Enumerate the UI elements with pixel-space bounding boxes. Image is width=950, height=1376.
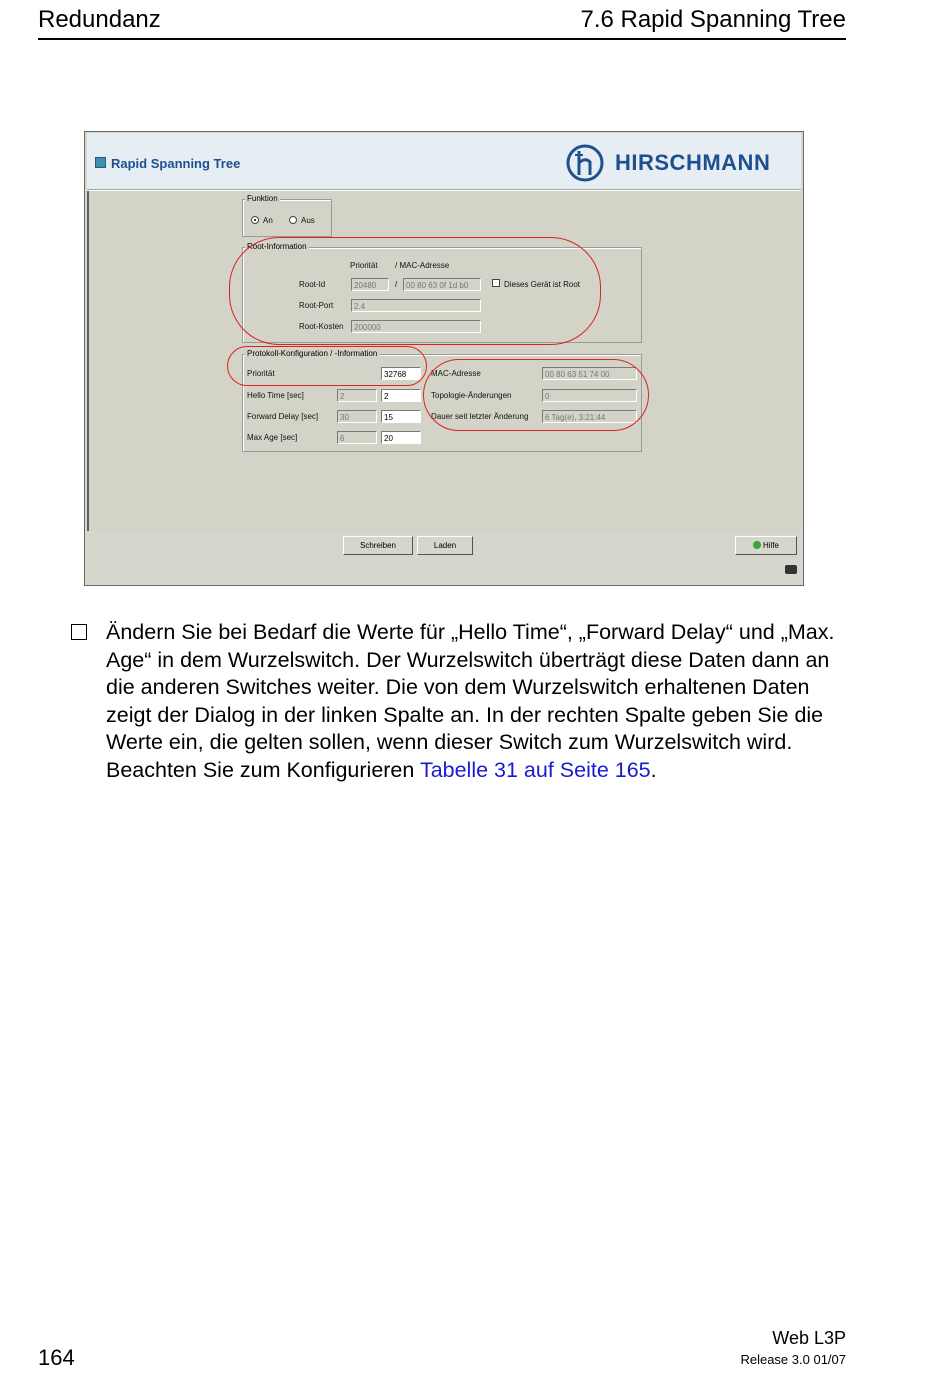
window-icon	[95, 157, 106, 168]
bullet-checkbox-icon	[71, 624, 87, 640]
brand-name: HIRSCHMANN	[615, 150, 771, 175]
root-cost-field[interactable]: 200000	[351, 320, 481, 333]
help-button-label: Hilfe	[762, 541, 779, 550]
maxage-root-field[interactable]: 6	[337, 431, 377, 444]
fwd-label: Forward Delay [sec]	[247, 412, 319, 421]
root-id-prio-field[interactable]: 20480	[351, 278, 389, 291]
radio-an-label: An	[263, 216, 273, 225]
root-port-label: Root-Port	[299, 301, 334, 310]
dauer-field[interactable]: 6 Tag(e), 3:21:44	[542, 410, 637, 423]
maxage-input[interactable]: 20	[381, 431, 421, 444]
product-name: Web L3P	[772, 1328, 846, 1348]
help-button[interactable]	[735, 536, 797, 555]
root-port-field[interactable]: 2.4	[351, 299, 481, 312]
dialog-header	[87, 133, 801, 190]
paragraph-end: .	[650, 757, 657, 782]
instruction-paragraph	[106, 619, 846, 784]
col-mac: / MAC-Adresse	[395, 261, 450, 270]
release-info: Release 3.0 01/07	[740, 1352, 846, 1367]
content-edge	[87, 191, 89, 531]
maxage-label: Max Age [sec]	[247, 433, 298, 442]
status-indicator-icon	[785, 565, 797, 574]
dauer-label: Dauer seit letzter Änderung	[431, 412, 529, 421]
highlight-root-info	[229, 237, 601, 345]
fwd-input[interactable]: 15	[381, 410, 421, 423]
funktion-legend: Funktion	[247, 194, 278, 203]
prioritaet-input[interactable]: 32768	[381, 367, 421, 380]
fwd-root-field[interactable]: 30	[337, 410, 377, 423]
hello-input[interactable]: 2	[381, 389, 421, 402]
prioritaet-label: Priorität	[247, 369, 275, 378]
write-button[interactable]: Schreiben	[343, 536, 413, 555]
root-checkbox-label: Dieses Gerät ist Root	[504, 280, 581, 289]
table-reference-link[interactable]: Tabelle 31 auf Seite 165	[419, 757, 651, 782]
radio-aus-label: Aus	[301, 216, 315, 225]
dialog-button-bar	[87, 531, 801, 581]
root-id-mac-field[interactable]: 00 80 63 0f 1d b0	[403, 278, 481, 291]
radio-aus[interactable]	[289, 216, 297, 224]
root-cost-label: Root-Kosten	[299, 322, 344, 331]
window-title: Rapid Spanning Tree	[111, 156, 241, 171]
hello-root-field[interactable]: 2	[337, 389, 377, 402]
mac-label: MAC-Adresse	[431, 369, 481, 378]
header-rule	[38, 38, 846, 40]
highlight-right-column	[423, 359, 649, 431]
help-icon	[753, 541, 761, 549]
paragraph-text: Ändern Sie bei Bedarf die Werte für „Hello Time“, „Forward Delay“ und „Max. Age“ in dem Wurzelswitch. Der Wurzelswitch überträgt diese Daten dann an die anderen Switches weiter. Die von dem Wurzelswitch erhaltenen Daten zeigt der Dialog in der linken Spalte an. In der rechten Spalte geben Sie die Werte ein, die gelten sollen, wenn dieser Switch zum Wurzelswitch wird. Beachten Sie zum Konfigurieren	[106, 620, 835, 782]
protocol-legend: Protokoll-Konfiguration / -Information	[247, 349, 378, 358]
mac-field[interactable]: 00 80 63 51 74 00	[542, 367, 637, 380]
radio-an[interactable]	[251, 216, 259, 224]
col-prioritaet: Priorität	[350, 261, 378, 270]
root-id-label: Root-Id	[299, 280, 326, 289]
chapter-title: Redundanz	[38, 6, 161, 33]
topo-field[interactable]: 0	[542, 389, 637, 402]
root-id-sep: /	[395, 280, 398, 289]
topo-label: Topologie-Änderungen	[431, 391, 512, 400]
dialog-content	[87, 190, 801, 531]
hirschmann-logo-icon	[565, 143, 605, 183]
highlight-priority	[227, 346, 427, 386]
hello-label: Hello Time [sec]	[247, 391, 304, 400]
section-title: 7.6 Rapid Spanning Tree	[580, 6, 846, 33]
load-button[interactable]: Laden	[417, 536, 473, 555]
dialog-screenshot	[84, 131, 804, 586]
root-info-legend: Root-Information	[247, 242, 307, 251]
page-number: 164	[38, 1345, 75, 1370]
